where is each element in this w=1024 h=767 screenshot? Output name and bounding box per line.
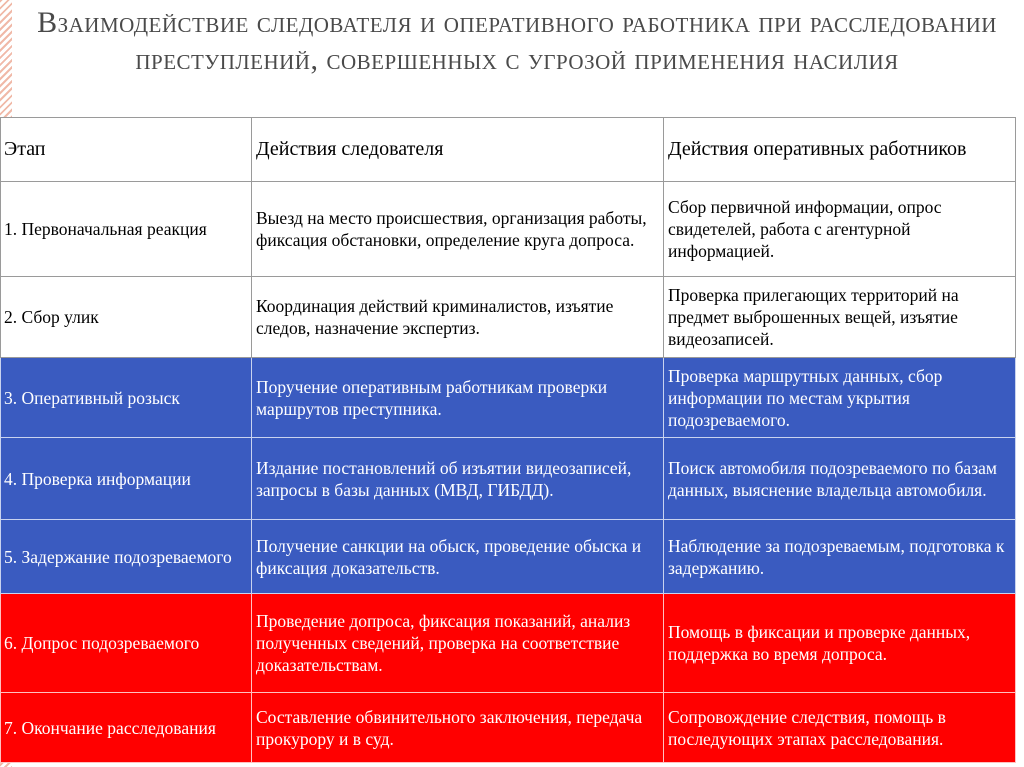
stage-cell: 5. Задержание подозреваемого	[1, 520, 252, 594]
stages-table	[0, 117, 1016, 763]
operative-cell: Наблюдение за подозреваемым, подготовка к задержанию.	[664, 520, 1016, 594]
table-row	[1, 277, 1016, 358]
investigator-cell: Координация действий криминалистов, изъятие следов, назначение экспертиз.	[252, 277, 664, 358]
header-stage: Этап	[1, 118, 252, 182]
operative-cell: Проверка маршрутных данных, сбор информации по местам укрытия подозреваемого.	[664, 358, 1016, 438]
table-row	[1, 693, 1016, 763]
investigator-cell: Издание постановлений об изъятии видеозаписей, запросы в базы данных (МВД, ГИБДД).	[252, 438, 664, 520]
stage-cell: 2. Сбор улик	[1, 277, 252, 358]
operative-cell: Помощь в фиксации и проверке данных, поддержка во время допроса.	[664, 594, 1016, 693]
table-row	[1, 594, 1016, 693]
investigator-cell: Поручение оперативным работникам проверки маршрутов преступника.	[252, 358, 664, 438]
stage-cell: 4. Проверка информации	[1, 438, 252, 520]
investigator-cell: Получение санкции на обыск, проведение обыска и фиксация доказательств.	[252, 520, 664, 594]
table-row	[1, 358, 1016, 438]
stage-cell: 6. Допрос подозреваемого	[1, 594, 252, 693]
investigator-cell: Проведение допроса, фиксация показаний, анализ полученных сведений, проверка на соответствие доказательствам.	[252, 594, 664, 693]
header-operative: Действия оперативных работников	[664, 118, 1016, 182]
page-title: Взаимодействие следователя и оперативного работника при расследовании преступлений, совершенных с угрозой применения насилия	[37, 6, 997, 76]
operative-cell: Сбор первичной информации, опрос свидетелей, работа с агентурной информацией.	[664, 182, 1016, 277]
table-row	[1, 438, 1016, 520]
operative-cell: Поиск автомобиля подозреваемого по базам данных, выяснение владельца автомобиля.	[664, 438, 1016, 520]
stage-cell: 7. Окончание расследования	[1, 693, 252, 763]
investigator-cell: Составление обвинительного заключения, передача прокурору и в суд.	[252, 693, 664, 763]
table-row	[1, 520, 1016, 594]
table-row	[1, 182, 1016, 277]
header-investigator: Действия следователя	[252, 118, 664, 182]
stage-cell: 3. Оперативный розыск	[1, 358, 252, 438]
stage-cell: 1. Первоначальная реакция	[1, 182, 252, 277]
investigator-cell: Выезд на место происшествия, организация работы, фиксация обстановки, определение круга допроса.	[252, 182, 664, 277]
operative-cell: Сопровождение следствия, помощь в последующих этапах расследования.	[664, 693, 1016, 763]
operative-cell: Проверка прилегающих территорий на предмет выброшенных вещей, изъятие видеозаписей.	[664, 277, 1016, 358]
table-header-row	[1, 118, 1016, 182]
